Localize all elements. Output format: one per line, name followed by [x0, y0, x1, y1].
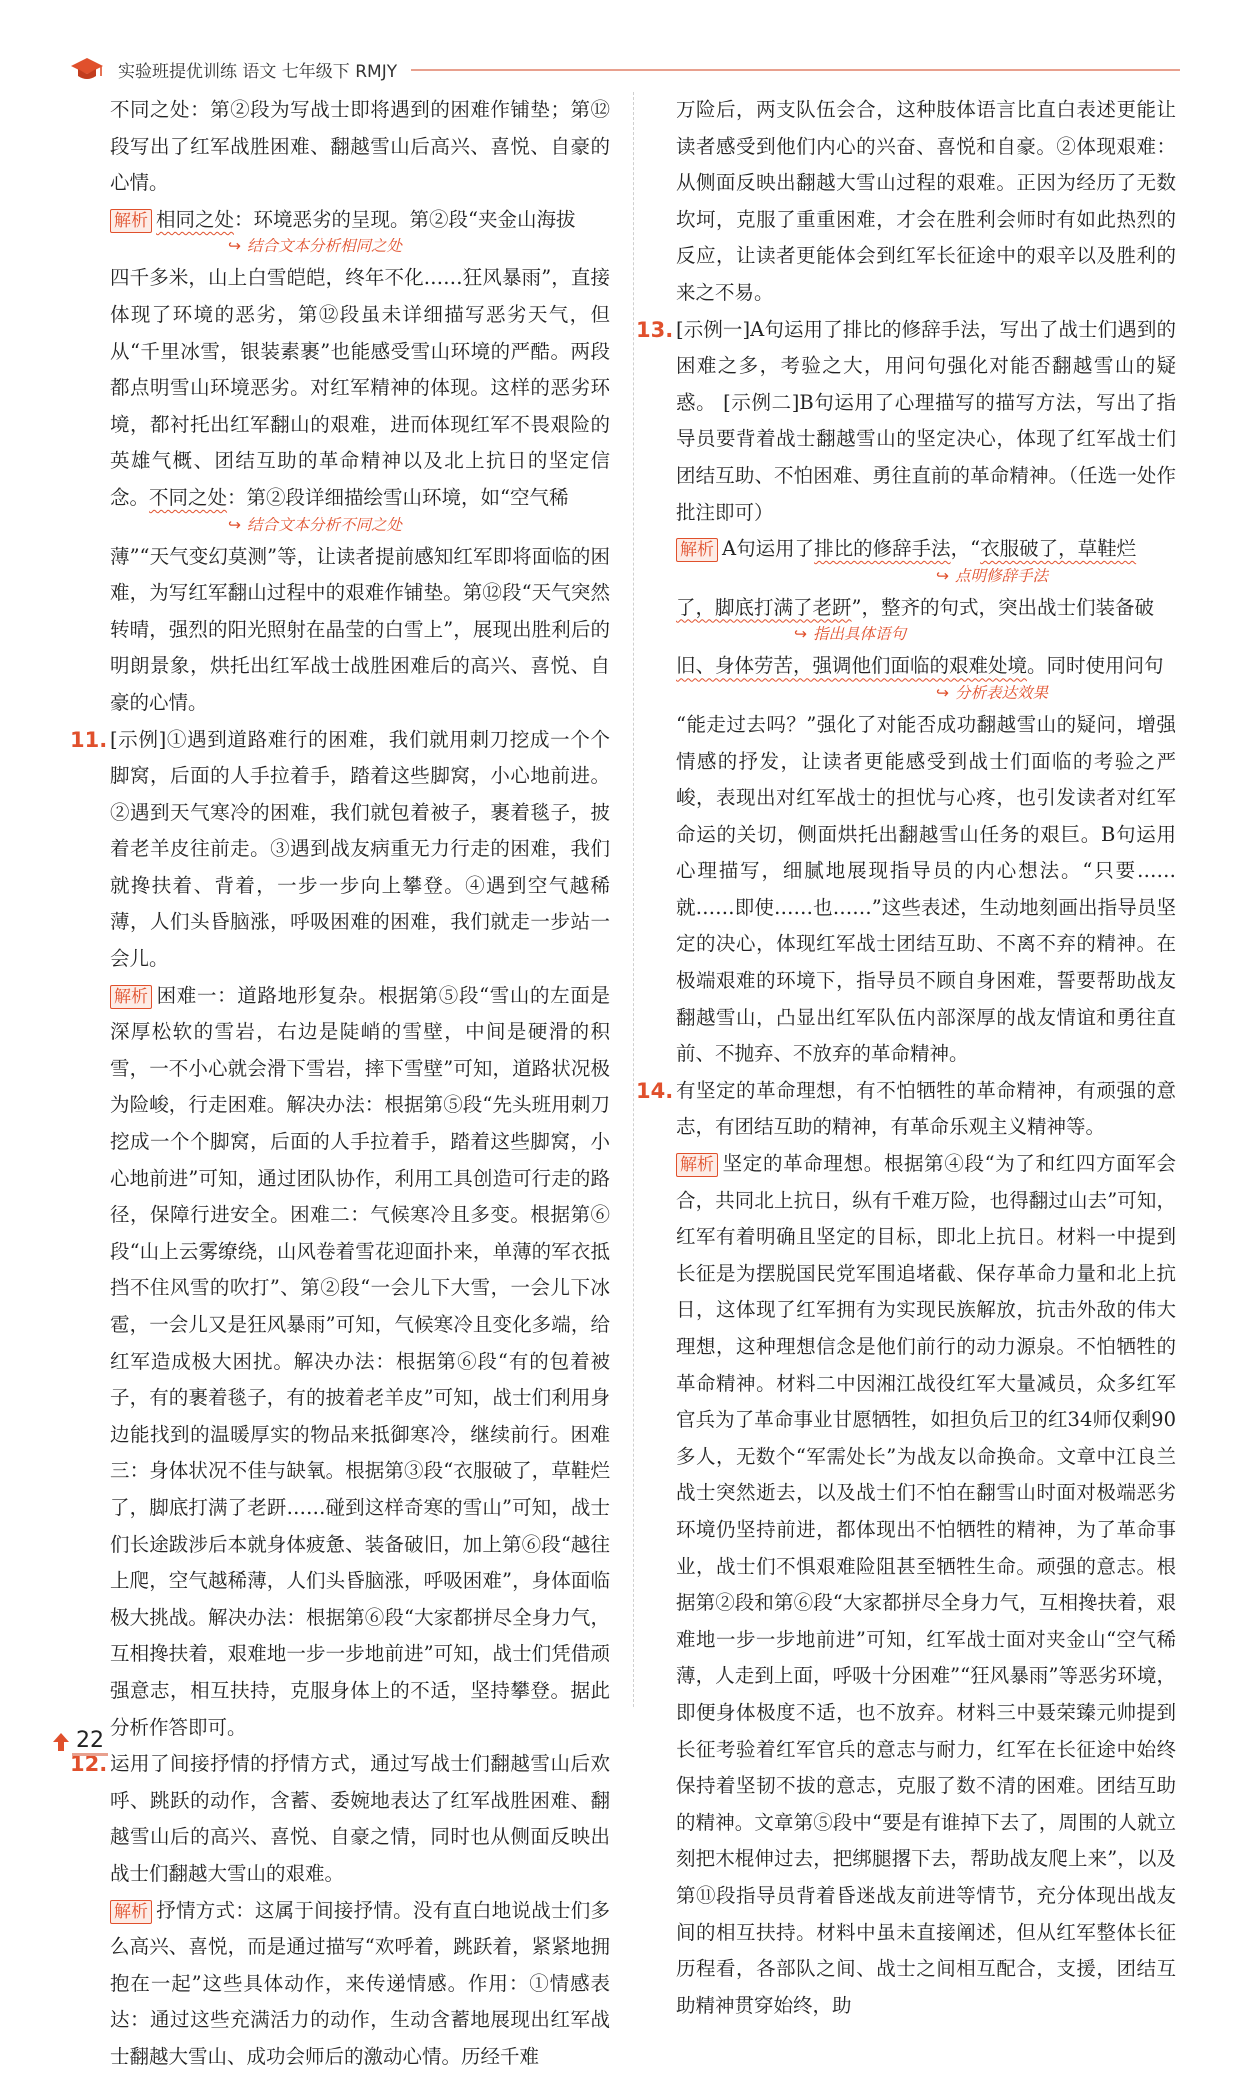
answer-text: 运用了间接抒情的抒情方式，通过写战士们翻越雪山后欢呼、跳跃的动作，含蓄、委婉地表达了红军战胜困难、翻越雪山后的高兴、喜悦、自豪之情，同时也从侧面反映出战士们翻越大雪山的艰难。 — [110, 1746, 610, 1892]
analysis-block: 解析 A句运用了排比的修辞手法，“衣服破了，草鞋烂 — [676, 531, 1176, 568]
right-column — [676, 92, 1176, 2024]
question-14 — [676, 1073, 1176, 2024]
handwritten-note: ↪ 指出具体语句 — [676, 622, 1176, 646]
highlight-text: 不同之处 — [149, 486, 227, 509]
question-12 — [110, 1746, 610, 2075]
question-13 — [676, 312, 1176, 1073]
question-number: 11. — [70, 722, 107, 759]
column-divider — [633, 92, 634, 1707]
highlight-text: 衣服破了，草鞋烂 — [980, 537, 1136, 560]
handwritten-note: ↪ 结合文本分析相同之处 — [110, 234, 610, 258]
analysis-tag: 解析 — [676, 538, 718, 562]
analysis-tag: 解析 — [110, 1900, 152, 1924]
handwritten-note: ↪ 结合文本分析不同之处 — [110, 513, 610, 537]
page-number: 22 — [72, 1728, 108, 1756]
highlight-text: 旧、身体劳苦，强调他们面临的艰难处境 — [676, 654, 1027, 677]
analysis-text: 薄”“天气变幻莫测”等，让读者提前感知红军即将面临的困难，为写红军翻山过程中的艰难作铺垫。第⑫段“天气突然转晴，强烈的阳光照射在晶莹的白雪上”，展现出胜利后的明朗景象，烘托出红军战士战胜困难后的高兴、喜悦、自豪的心情。 — [110, 539, 610, 722]
answer-text: 有坚定的革命理想，有不怕牺牲的革命精神，有顽强的意志，有团结互助的精神，有革命乐观主义精神等。 — [676, 1073, 1176, 1146]
analysis-tag: 解析 — [110, 985, 152, 1009]
answer-continued: 不同之处：第②段为写战士即将遇到的困难作铺垫；第⑫段写出了红军战胜困难、翻越雪山后高兴、喜悦、自豪的心情。 — [110, 92, 610, 202]
page-footer — [52, 1728, 108, 1756]
analysis-text: 四千多米，山上白雪皑皑，终年不化……狂风暴雨”，直接体现了环境的恶劣，第⑫段虽未详细描写恶劣天气，但从“千里冰雪，银装素裹”也能感受雪山环境的严酷。两段都点明雪山环境恶劣。对红军精神的体现。这样的恶劣环境，都衬托出红军翻山的艰难，进而体现红军不畏艰险的英雄气概、团结互助的革命精神以及北上抗日的坚定信念。不同之处：第②段详细描绘雪山环境，如“空气稀 — [110, 260, 610, 516]
graduation-cap-icon — [70, 55, 104, 83]
answer-text: [示例]①遇到道路难行的困难，我们就用刺刀挖成一个个脚窝，后面的人手拉着手，踏着这些脚窝，小心地前进。②遇到天气寒冷的困难，我们就包着被子，裹着毯子，披着老羊皮往前走。③遇到战友病重无力行走的困难，我们就搀扶着、背着，一步一步向上攀登。④遇到空气越稀薄，人们头昏脑涨，呼吸困难的困难，我们就走一步站一会儿。 — [110, 722, 610, 978]
question-number: 12. — [70, 1746, 107, 1783]
analysis-continued: 万险后，两支队伍会合，这种肢体语言比直白表述更能让读者感受到他们内心的兴奋、喜悦和自豪。②体现艰难：从侧面反映出翻越大雪山过程的艰难。正因为经历了无数坎坷，克服了重重困难，才会在胜利会师时有如此热烈的反应，让读者更能体会到红军长征途中的艰辛以及胜利的来之不易。 — [676, 92, 1176, 312]
analysis-tag: 解析 — [676, 1153, 718, 1177]
handwritten-note: ↪ 点明修辞手法 — [676, 564, 1176, 588]
question-11 — [110, 722, 610, 1747]
analysis-block: 解析 困难一：道路地形复杂。根据第⑤段“雪山的左面是深厚松软的雪岩，右边是陡峭的雪壁，中间是硬滑的积雪，一不小心就会滑下雪岩，摔下雪壁”可知，道路状况极为险峻，行走困难。解决办法：根据第⑤段“先头班用刺刀挖成一个个脚窝，后面的人手拉着手，踏着这些脚窝，小心地前进”可知，通过团队协作，利用工具创造可行走的路径，保障行进安全。困难二：气候寒冷且多变。根据第⑥段“山上云雾缭绕，山风卷着雪花迎面扑来，单薄的军衣抵挡不住风雪的吹打”、第②段“一会儿下大雪，一会儿下冰雹，一会儿又是狂风暴雨”可知，气候寒冷且变化多端，给红军造成极大困扰。解决办法：根据第⑥段“有的包着被子，有的裹着毯子，有的披着老羊皮”可知，战士们利用身边能找到的温暖厚实的物品来抵御寒冷，继续前行。困难三：身体状况不佳与缺氧。根据第③段“衣服破了，草鞋烂了，脚底打满了老趼……碰到这样奇寒的雪山”可知，战士们长途跋涉后本就身体疲惫、装备破旧，加上第⑥段“越往上爬，空气越稀薄，人们头昏脑涨，呼吸困难”，身体面临极大挑战。解决办法：根据第⑥段“大家都拼尽全身力气，互相搀扶着，艰难地一步一步地前进”可知，战士们凭借顽强意志，相互扶持，克服身体上的不适，坚持攀登。据此分析作答即可。 — [110, 978, 610, 1746]
up-arrow-icon — [52, 1731, 70, 1753]
highlight-text: 了，脚底打满了老趼 — [676, 596, 852, 619]
page-header — [70, 52, 1180, 86]
analysis-block: 解析 坚定的革命理想。根据第④段“为了和红四方面军会合，共同北上抗日，纵有千难万险，也得翻过山去”可知，红军有着明确且坚定的目标，即北上抗日。材料一中提到长征是为摆脱国民党军围追堵截、保存革命力量和北上抗日，这体现了红军拥有为实现民族解放，抗击外敌的伟大理想，这种理想信念是他们前行的动力源泉。不怕牺牲的革命精神。材料二中因湘江战役红军大量减员，众多红军官兵为了革命事业甘愿牺牲，如担负后卫的红34师仅剩90多人，无数个“军需处长”为战友以命换命。文章中江良兰战士突然逝去，以及战士们不怕在翻雪山时面对极端恶劣环境仍坚持前进，都体现出不怕牺牲的精神，为了革命事业，战士们不惧艰难险阻甚至牺牲生命。顽强的意志。根据第②段和第⑥段“大家都拼尽全身力气，互相搀扶着，艰难地一步一步地前进”可知，红军战士面对夹金山“空气稀薄，人走到上面，呼吸十分困难”“狂风暴雨”等恶劣环境，即便身体极度不适，也不放弃。材料三中聂荣臻元帅提到长征考验着红军官兵的意志与耐力，红军在长征途中始终保持着坚韧不拔的意志，克服了数不清的困难。团结互助的精神。文章第⑤段中“要是有谁掉下去了，周围的人就立刻把木棍伸过去，把绑腿撂下去，帮助战友爬上来”，以及第⑪段指导员背着昏迷战友前进等情节，充分体现出战友间的相互扶持。材料中虽未直接阐述，但从红军整体长征历程看，各部队之间、战士之间相互配合，支援，团结互助精神贯穿始终，助 — [676, 1146, 1176, 2024]
analysis-block: 解析 相同之处：环境恶劣的呈现。第②段“夹金山海拔 — [110, 202, 610, 239]
question-number: 14. — [636, 1073, 673, 1110]
left-column — [110, 92, 610, 2075]
highlight-text: 相同之处 — [156, 208, 234, 231]
analysis-tag: 解析 — [110, 209, 152, 233]
analysis-block: 解析 抒情方式：这属于间接抒情。没有直白地说战士们多么高兴、喜悦，而是通过描写“欢呼着，跳跃着，紧紧地拥抱在一起”这些具体动作，来传递情感。作用：①情感表达：通过这些充满活力的动作，生动含蓄地展现出红军战士翻越大雪山、成功会师后的激动心情。历经千难 — [110, 1893, 610, 2075]
header-rule — [411, 69, 1180, 71]
highlight-text: 排比的修辞手法 — [814, 537, 951, 560]
handwritten-note: ↪ 分析表达效果 — [676, 681, 1176, 705]
analysis-text: 了，脚底打满了老趼”，整齐的句式，突出战士们装备破 — [676, 590, 1176, 627]
analysis-text: “能走过去吗？”强化了对能否成功翻越雪山的疑问，增强情感的抒发，让读者更能感受到战士们面临的考验之严峻，表现出对红军战士的担忧与心疼，也引发读者对红军命运的关切，侧面烘托出翻越雪山任务的艰巨。B句运用心理描写，细腻地展现指导员的内心想法。“只要……就……即使……也……”这些表述，生动地刻画出指导员坚定的决心，体现红军战士团结互助、不离不弃的精神。在极端艰难的环境下，指导员不顾自身困难，誓要帮助战友翻越雪山，凸显出红军队伍内部深厚的战友情谊和勇往直前、不抛弃、不放弃的革命精神。 — [676, 707, 1176, 1073]
analysis-text: 旧、身体劳苦，强调他们面临的艰难处境。同时使用问句 — [676, 648, 1176, 685]
book-title: 实验班提优训练 语文 七年级下 RMJY — [118, 57, 397, 82]
question-number: 13. — [636, 312, 673, 349]
answer-text: [示例一]A句运用了排比的修辞手法，写出了战士们遇到的困难之多，考验之大，用问句强化对能否翻越雪山的疑惑。 [示例二]B句运用了心理描写的描写方法，写出了指导员要背着战士翻越雪山的坚定决心，体现了红军战士们团结互助、不怕困难、勇往直前的革命精神。（任选一处作批注即可） — [676, 312, 1176, 532]
